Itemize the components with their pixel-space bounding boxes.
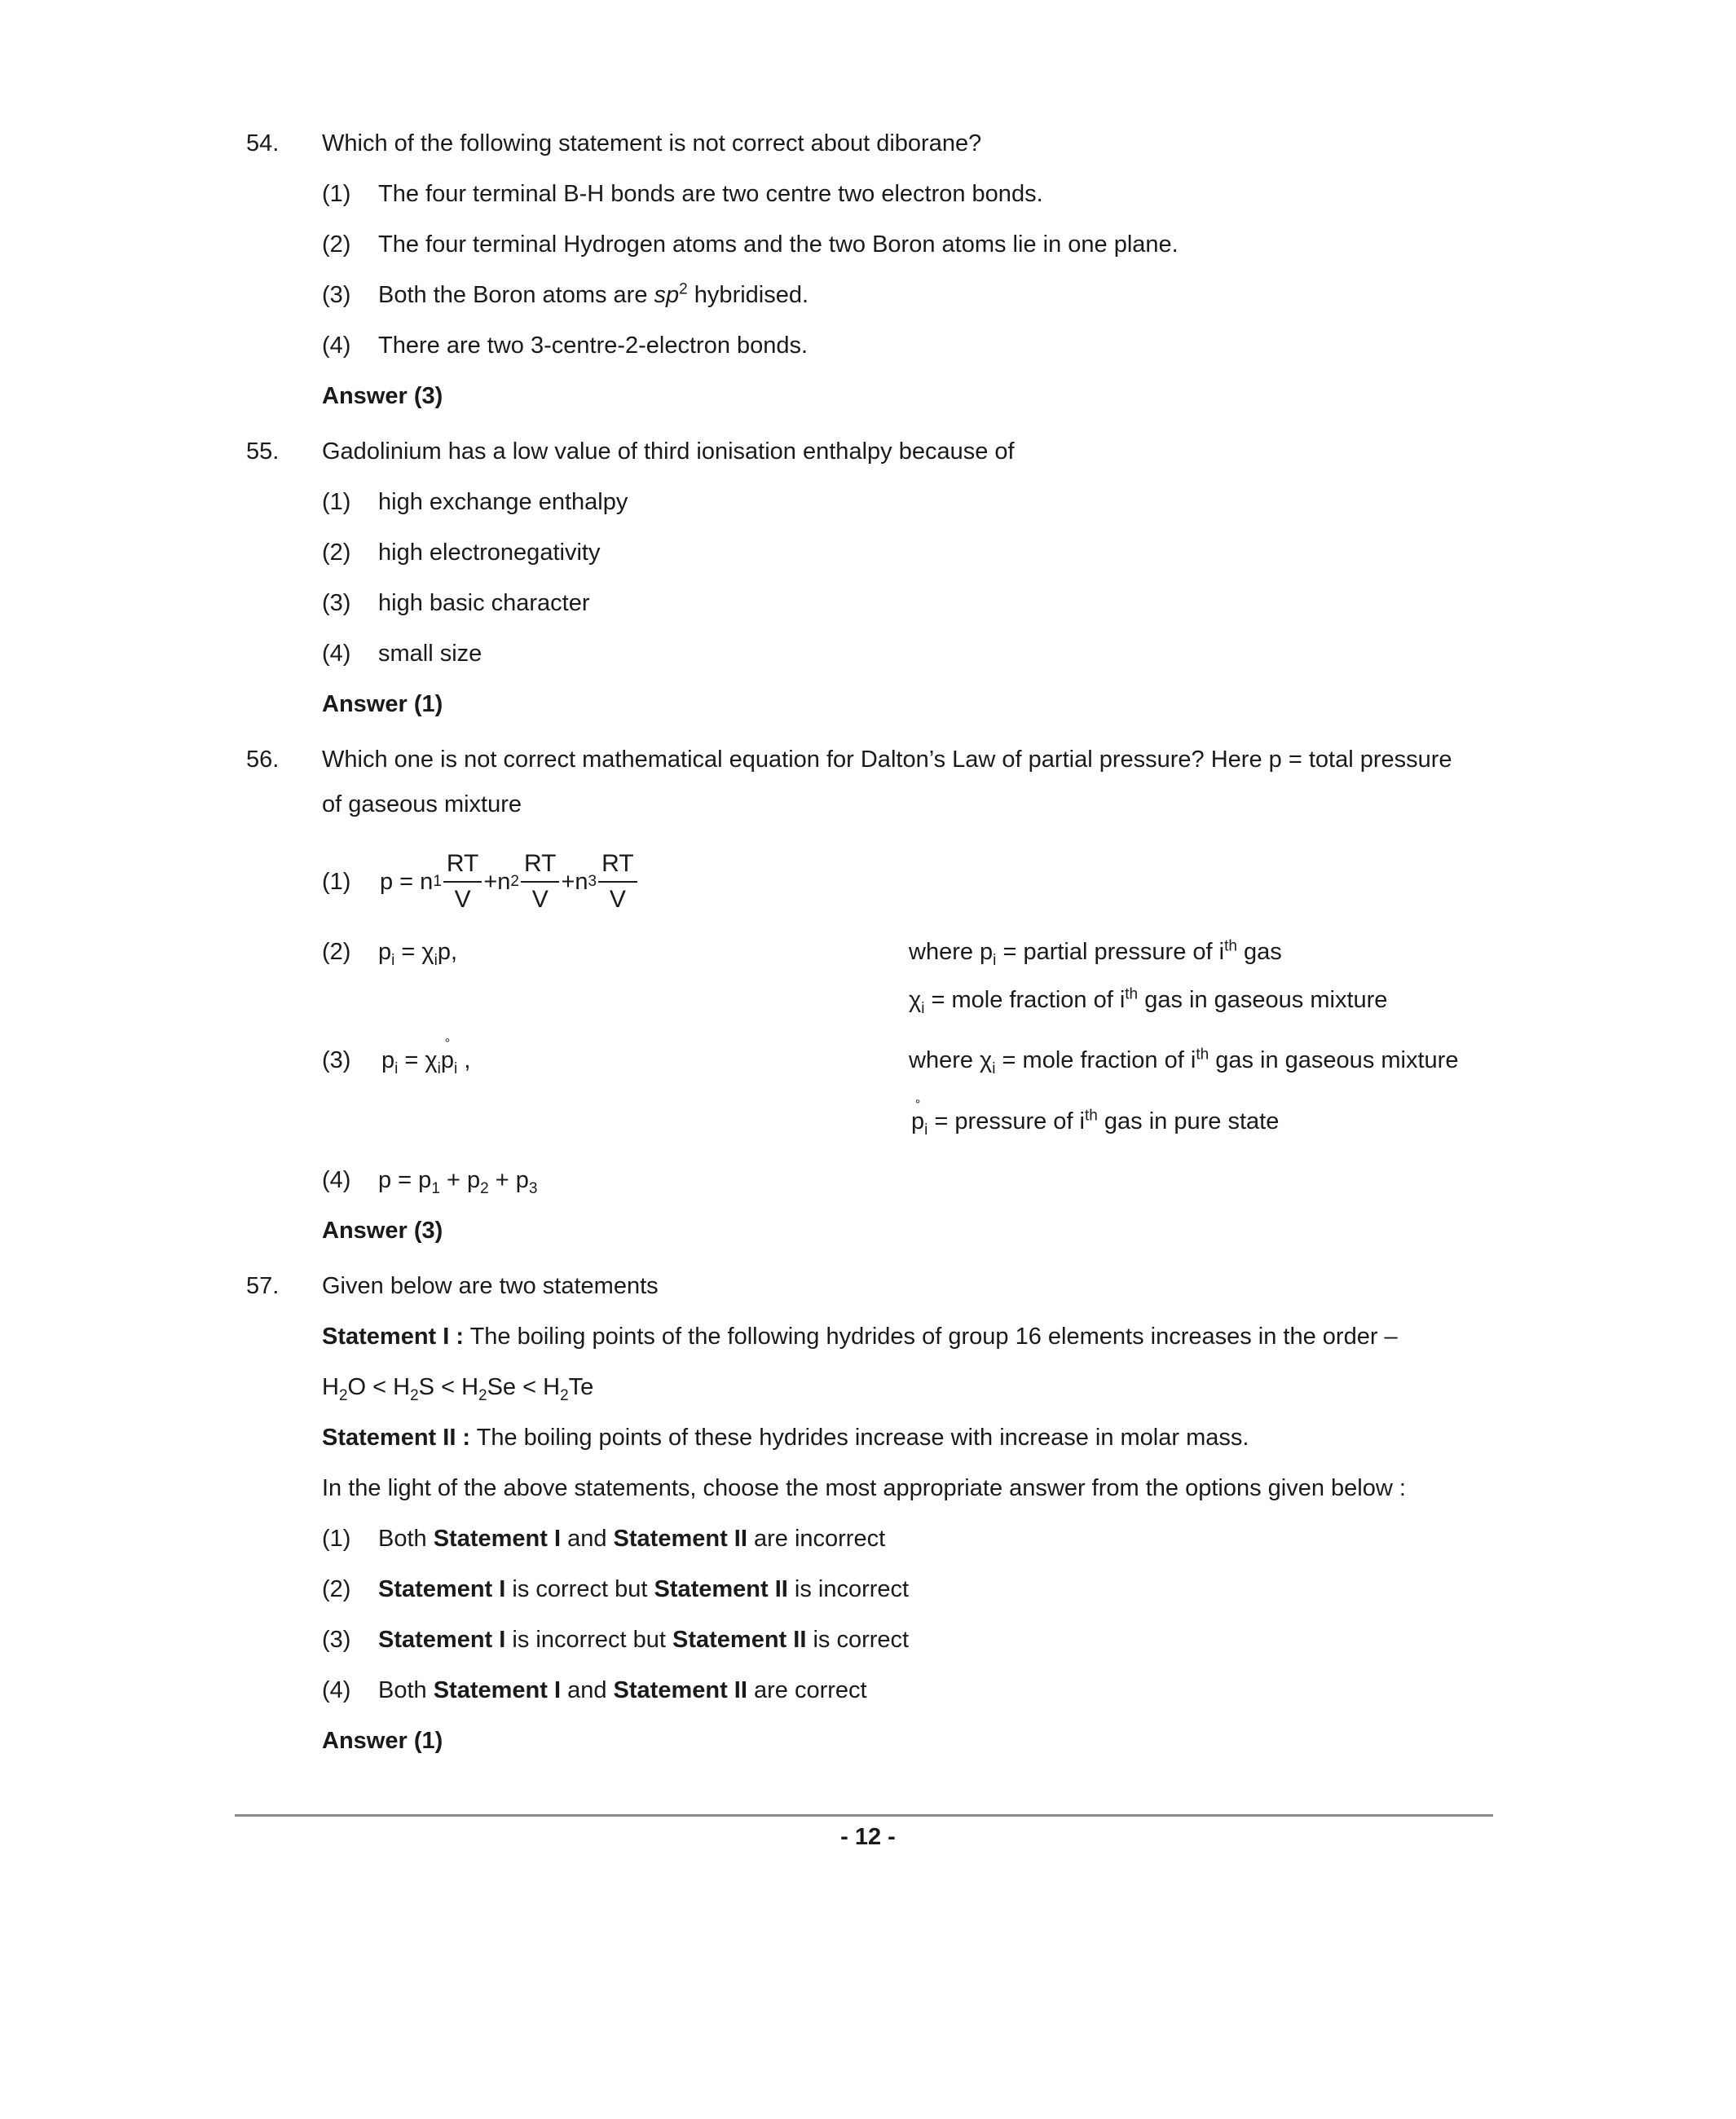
option-number: (2) bbox=[322, 231, 351, 258]
question-number: 56. bbox=[246, 747, 280, 773]
where-note: where $p_i$ = partial pressure of $i^{th}$ gas bbox=[909, 937, 1282, 969]
question-text-line-1: Which one is not correct mathematical equation for Dalton’s Law of partial pressure? Here p = total pressure bbox=[322, 747, 1452, 773]
footer-divider bbox=[235, 1814, 1493, 1817]
question-text-line-2: of gaseous mixture bbox=[322, 791, 522, 817]
option-number: (3) bbox=[322, 1047, 351, 1073]
instruction-text: In the light of the above statements, choose the most appropriate answer from the options given below : bbox=[322, 1475, 1406, 1501]
option-text: $p_i = \chi_ip$, bbox=[378, 939, 458, 969]
option-text: Both Statement I and Statement II are incorrect bbox=[378, 1526, 886, 1552]
fraction: $\frac{RT}{V}$ bbox=[443, 848, 482, 915]
option-number: (3) bbox=[322, 282, 351, 308]
option-text: high basic character bbox=[378, 590, 590, 616]
option-number: (2) bbox=[322, 939, 351, 965]
option-number: (4) bbox=[322, 1167, 351, 1193]
option-text: small size bbox=[378, 641, 482, 667]
option-text: Statement I is correct but Statement II is incorrect bbox=[378, 1576, 910, 1602]
question-text: Given below are two statements bbox=[322, 1273, 659, 1299]
option-number: (1) bbox=[322, 1526, 351, 1552]
question-text: Gadolinium has a low value of third ionisation enthalpy because of bbox=[322, 438, 1015, 465]
answer-label: Answer (1) bbox=[322, 691, 443, 717]
question-number: 57. bbox=[246, 1273, 280, 1299]
fraction: $\frac{RT}{V}$ bbox=[521, 848, 559, 915]
option-text: high electronegativity bbox=[378, 540, 601, 566]
dalton-equation: p = n 1 $\frac{RT}{V}$ +n 2 $\frac{RT}{V}$ +n 3 $\frac{RT}{V}$ bbox=[380, 841, 639, 923]
option-number: (4) bbox=[322, 1677, 351, 1703]
option-text: high exchange enthalpy bbox=[378, 489, 628, 515]
where-note: where $\chi_i$ = mole fraction of $i^{th}$ gas in gaseous mixture bbox=[909, 1046, 1459, 1077]
option-number: (1) bbox=[322, 489, 351, 515]
answer-label: Answer (1) bbox=[322, 1728, 443, 1754]
option-text: The four terminal Hydrogen atoms and the two Boron atoms lie in one plane. bbox=[378, 231, 1179, 258]
statement-1: Statement I : The boiling points of the following hydrides of group 16 elements increases in the order – bbox=[322, 1324, 1398, 1350]
option-number: (1) bbox=[322, 181, 351, 207]
where-note: p ° $_i$ = pressure of $i^{th}$ gas in pure state bbox=[911, 1098, 1280, 1139]
option-number: (1) bbox=[322, 869, 351, 895]
statement-2: Statement II : The boiling points of these hydrides increase with increase in molar mass. bbox=[322, 1425, 1249, 1451]
option-text: $p = p_1 + p_2 + p_3$ bbox=[378, 1167, 538, 1197]
option-text: Both the Boron atoms are $sp^2$ hybridised. bbox=[378, 280, 809, 308]
option-number: (3) bbox=[322, 1627, 351, 1653]
option-text: $p_i = \chi_ip$ ° $_i$ , bbox=[381, 1037, 471, 1077]
option-number: (4) bbox=[322, 641, 351, 667]
where-note: $\chi_i$ = mole fraction of $i^{th}$ gas in gaseous mixture bbox=[909, 985, 1388, 1017]
page-number: - 12 - bbox=[840, 1824, 896, 1850]
option-number: (4) bbox=[322, 333, 351, 359]
fraction: $\frac{RT}{V}$ bbox=[598, 848, 637, 915]
option-text: There are two 3-centre-2-electron bonds. bbox=[378, 333, 809, 359]
question-text: Which of the following statement is not correct about diborane? bbox=[322, 130, 982, 156]
question-number: 55. bbox=[246, 438, 280, 465]
option-number: (2) bbox=[322, 1576, 351, 1602]
question-number: 54. bbox=[246, 130, 280, 156]
option-number: (3) bbox=[322, 590, 351, 616]
hydride-order: $H_2O < H_2S < H_2Se < H_2Te$ bbox=[322, 1374, 594, 1404]
option-text: The four terminal B-H bonds are two centre two electron bonds. bbox=[378, 181, 1043, 207]
option-text: Statement I is incorrect but Statement II is correct bbox=[378, 1627, 910, 1653]
option-text: Both Statement I and Statement II are correct bbox=[378, 1677, 867, 1703]
option-number: (2) bbox=[322, 540, 351, 566]
answer-label: Answer (3) bbox=[322, 383, 443, 409]
answer-label: Answer (3) bbox=[322, 1218, 443, 1244]
